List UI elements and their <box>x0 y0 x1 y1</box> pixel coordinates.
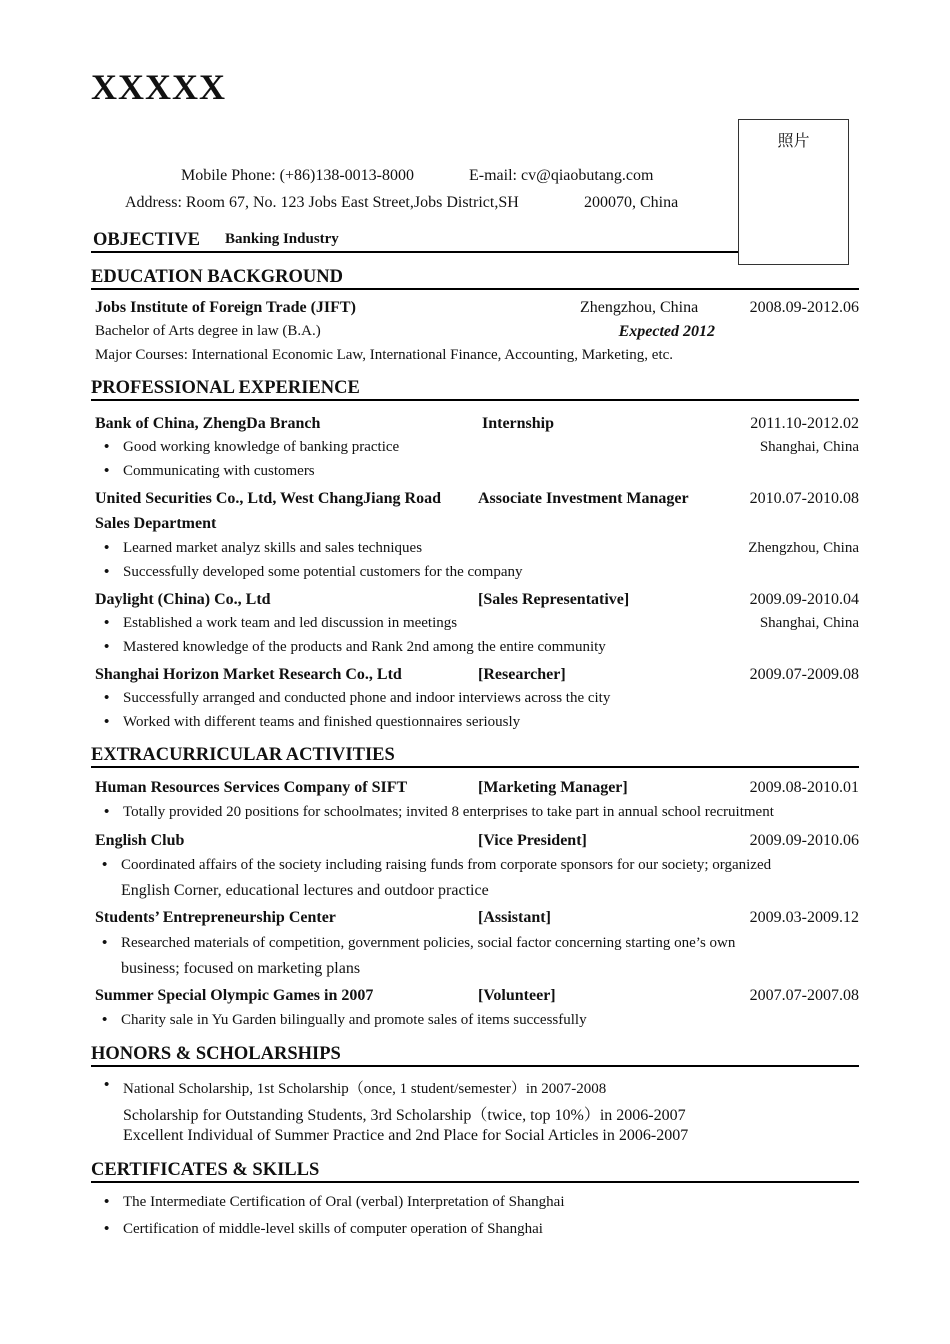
activity-bullet-continuation: business; focused on marketing plans <box>121 960 361 977</box>
job-role: Associate Investment Manager <box>478 490 689 507</box>
activity-role: [Volunteer] <box>478 987 556 1004</box>
honor-item: Scholarship for Outstanding Students, 3rd Scholarship（twice, top 10%）in 2006-2007 <box>123 1107 686 1124</box>
job-role: [Researcher] <box>478 666 566 683</box>
activity-dates: 2009.08-2010.01 <box>749 779 859 796</box>
certificate-item: • The Intermediate Certification of Oral (verbal) Interpretation of Shanghai <box>123 1194 564 1211</box>
honors-heading: HONORS & SCHOLARSHIPS <box>91 1044 341 1064</box>
school-name: Jobs Institute of Foreign Trade (JIFT) <box>95 299 356 316</box>
email-address: E-mail: cv@qiaobutang.com <box>469 167 654 184</box>
activity-org: Summer Special Olympic Games in 2007 <box>95 987 374 1004</box>
activity-role: [Marketing Manager] <box>478 779 628 796</box>
job-org: United Securities Co., Ltd, West ChangJiang Road <box>95 490 441 507</box>
activity-role: [Vice President] <box>478 832 587 849</box>
job-bullet: • Established a work team and led discussion in meetings <box>123 615 457 632</box>
job-dates: 2011.10-2012.02 <box>750 415 859 432</box>
activities-heading: EXTRACURRICULAR ACTIVITIES <box>91 745 395 765</box>
job-bullet: • Mastered knowledge of the products and Rank 2nd among the entire community <box>123 639 606 656</box>
honors-divider <box>91 1065 859 1067</box>
objective-divider <box>91 251 738 253</box>
expected-graduation: Expected 2012 <box>618 323 715 340</box>
photo-placeholder <box>738 119 849 265</box>
photo-label: 照片 <box>777 131 810 150</box>
objective-value: Banking Industry <box>225 231 339 247</box>
job-location: Zhengzhou, China <box>748 540 859 556</box>
job-location: Shanghai, China <box>759 439 859 455</box>
job-dates: 2009.07-2009.08 <box>749 666 859 683</box>
job-org-department: Sales Department <box>95 515 217 532</box>
candidate-name: XXXXX <box>91 67 226 107</box>
experience-heading: PROFESSIONAL EXPERIENCE <box>91 378 360 398</box>
job-bullet: • Successfully arranged and conducted phone and indoor interviews across the city <box>123 690 610 707</box>
activity-org: Students’ Entrepreneurship Center <box>95 909 336 926</box>
activity-org: Human Resources Services Company of SIFT <box>95 779 408 796</box>
activity-org: English Club <box>95 832 185 849</box>
major-courses: Major Courses: International Economic Law, International Finance, Accounting, Marketing, etc. <box>95 347 674 363</box>
certificate-item: • Certification of middle-level skills of computer operation of Shanghai <box>123 1221 543 1238</box>
activity-dates: 2009.09-2010.06 <box>749 832 859 849</box>
activity-dates: 2007.07-2007.08 <box>749 987 859 1004</box>
postal-code: 200070, China <box>584 194 679 211</box>
job-role: [Sales Representative] <box>478 591 630 608</box>
activity-role: [Assistant] <box>478 909 551 926</box>
activity-bullet: • Charity sale in Yu Garden bilingually and promote sales of items successfully <box>121 1012 587 1029</box>
experience-divider <box>91 399 859 401</box>
job-location: Shanghai, China <box>759 615 859 631</box>
degree: Bachelor of Arts degree in law (B.A.) <box>95 323 321 339</box>
certificates-heading: CERTIFICATES & SKILLS <box>91 1160 320 1180</box>
job-org: Daylight (China) Co., Ltd <box>95 591 271 608</box>
job-bullet: • Worked with different teams and finished questionnaires seriously <box>123 714 520 731</box>
job-bullet: • Successfully developed some potential customers for the company <box>123 564 522 581</box>
objective-heading: OBJECTIVE <box>93 230 200 250</box>
phone-number: Mobile Phone: (+86)138-0013-8000 <box>181 167 414 184</box>
education-dates: 2008.09-2012.06 <box>749 299 859 316</box>
activity-bullet: • Totally provided 20 positions for schoolmates; invited 8 enterprises to take part in annual school recruitment <box>123 804 774 821</box>
job-dates: 2010.07-2010.08 <box>749 490 859 507</box>
job-bullet: • Good working knowledge of banking practice <box>123 439 399 456</box>
activities-divider <box>91 766 859 768</box>
school-location: Zhengzhou, China <box>580 299 699 316</box>
honor-item: Excellent Individual of Summer Practice and 2nd Place for Social Articles in 2006-2007 <box>123 1127 689 1144</box>
activity-bullet-continuation: English Corner, educational lectures and outdoor practice <box>121 882 489 899</box>
job-org: Shanghai Horizon Market Research Co., Ltd <box>95 666 402 683</box>
job-bullet: • Communicating with customers <box>123 463 315 480</box>
activity-bullet: • Coordinated affairs of the society including raising funds from corporate sponsors for our society; organized <box>121 857 771 874</box>
street-address: Address: Room 67, No. 123 Jobs East Street,Jobs District,SH <box>125 194 519 211</box>
job-bullet: • Learned market analyz skills and sales techniques <box>123 540 422 557</box>
activity-bullet: • Researched materials of competition, government policies, social factor concerning starting one’s own <box>121 935 735 952</box>
certificates-divider <box>91 1181 859 1183</box>
education-heading: EDUCATION BACKGROUND <box>91 267 343 287</box>
activity-dates: 2009.03-2009.12 <box>749 909 859 926</box>
job-dates: 2009.09-2010.04 <box>749 591 859 608</box>
education-divider <box>91 288 859 290</box>
job-role: Internship <box>482 415 555 432</box>
honor-item: • National Scholarship, 1st Scholarship（once, 1 student/semester）in 2007-2008 <box>123 1077 606 1098</box>
job-org: Bank of China, ZhengDa Branch <box>95 415 321 432</box>
